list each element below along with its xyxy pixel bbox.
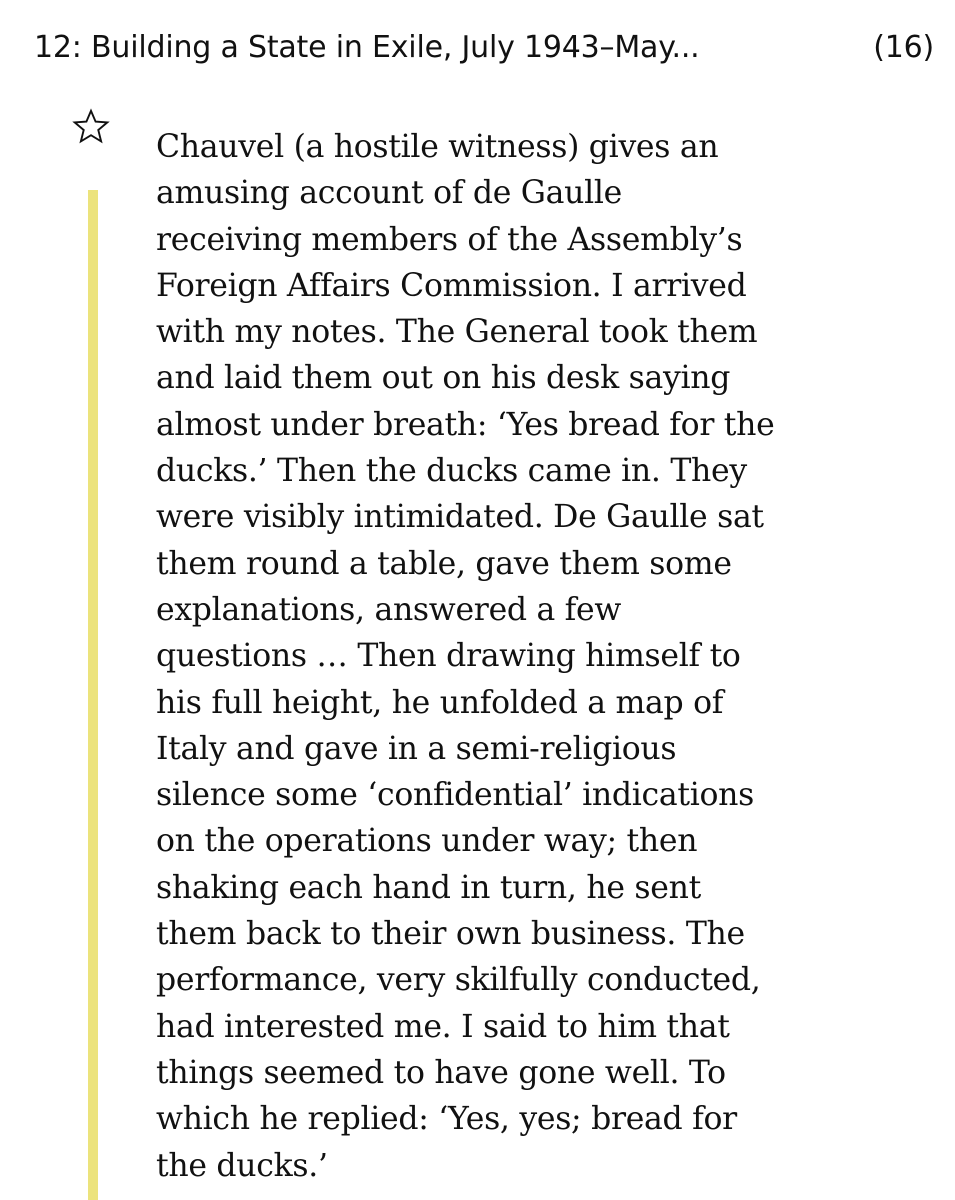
highlight-line: were visibly intimidated. De Gaulle sat — [156, 499, 764, 536]
highlight-line: with my notes. The General took them — [156, 314, 758, 351]
highlight-line: things seemed to have gone well. To — [156, 1054, 726, 1091]
highlight-line: and laid them out on his desk saying — [156, 360, 731, 397]
highlight-line: silence some ‘confidential’ indications — [156, 777, 755, 814]
highlight-count: (16) — [873, 30, 934, 65]
highlight-text[interactable] — [156, 124, 926, 1189]
highlight-line: explanations, answered a few — [156, 591, 622, 628]
highlight-line: amusing account of de Gaulle — [156, 175, 622, 212]
highlight-line: almost under breath: ‘Yes bread for the — [156, 406, 775, 443]
highlight-line: had interested me. I said to him that — [156, 1008, 730, 1045]
highlight-line: Italy and gave in a semi-religious — [156, 730, 677, 767]
highlight-line: shaking each hand in turn, he sent — [156, 869, 701, 906]
star-outline-icon[interactable] — [72, 108, 110, 146]
chapter-title[interactable]: 12: Building a State in Exile, July 1943–May... — [34, 30, 700, 65]
highlight-color-bar — [88, 190, 98, 1200]
highlight-line: performance, very skilfully conducted, — [156, 962, 761, 999]
highlight-line: them back to their own business. The — [156, 916, 745, 953]
highlight-line: receiving members of the Assembly’s — [156, 221, 743, 258]
highlight-line: questions … Then drawing himself to — [156, 638, 741, 675]
highlight-line: them round a table, gave them some — [156, 545, 732, 582]
highlight-line: the ducks.’ — [156, 1147, 328, 1184]
highlight-line: his full height, he unfolded a map of — [156, 684, 724, 721]
highlight-line: on the operations under way; then — [156, 823, 698, 860]
highlight-line: Foreign Affairs Commission. I arrived — [156, 267, 747, 304]
chapter-header[interactable] — [34, 30, 934, 65]
highlight-line: ducks.’ Then the ducks came in. They — [156, 453, 747, 490]
highlight-line: which he replied: ‘Yes, yes; bread for — [156, 1101, 737, 1138]
highlight-line: Chauvel (a hostile witness) gives an — [156, 129, 719, 165]
